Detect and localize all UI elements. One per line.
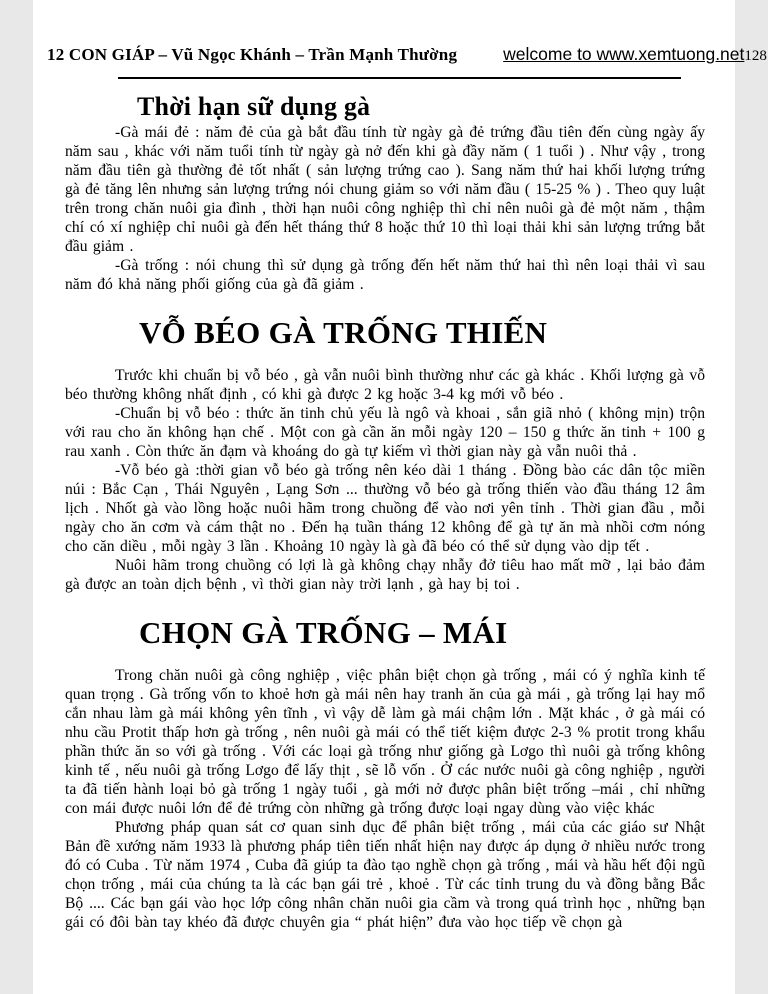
paragraph: Trong chăn nuôi gà công nghiệp , việc phân biệt chọn gà trống , mái có ý nghĩa kinh tế quan trọng . Gà trống vốn to khoẻ hơn gà mái nên hay tranh ăn của gà mái , gà trống lại hay mổ cắn nhau làm gà mái không yên tĩnh , vì vậy dễ làm gà mái chậm lớn . Mặt khác , ở gà mái có nhu cầu Protit thấp hơn gà trống , nên nuôi gà mái có thể tiết kiệm được 2-3 % protit trong khẩu phần thức ăn so với gà trống . Với các loại gà trống như giống gà Lơgo thì nuôi gà trống không kinh tế , nếu nuôi gà trống Lơgo để lấy thịt , sẽ lỗ vốn . Ở các nước nuôi gà công nghiệp , người ta đã tiến hành loại bỏ gà trống 1 ngày tuổi , gà mới nở được phân biệt trống –mái , chỉ những con mái được nuôi lớn để đẻ trứng còn những gà trống được loại ngay dùng vào việc khác bbox=[65, 667, 705, 817]
paragraph: Phương pháp quan sát cơ quan sinh dục để phân biệt trống , mái của các giáo sư Nhật Bản đề xướng năm 1933 là phương pháp tiên tiến nhất hiện nay được áp dụng ở nhiều nước trong đó có Cuba . Từ năm 1974 , Cuba đã giúp ta đào tạo nghề chọn gà trống , mái và hầu hết đội ngũ chọn trống , mái của chúng ta là các bạn gái trẻ , khoẻ . Từ các tỉnh trung du và đồng bằng Bắc Bộ .... Các bạn gái vào học lớp công nhân chăn nuôi gia cầm và trong quá trình học , những bạn gái có đôi bàn tay khéo đã được chuyên gia “ phát hiện” đưa vào học tiếp về chọn gà bbox=[65, 819, 705, 931]
book-title: 12 CON GIÁP – Vũ Ngọc Khánh – Trần Mạnh Thường bbox=[47, 45, 458, 64]
section-chon-ga-trong-mai bbox=[65, 615, 705, 932]
section-heading: VỖ BÉO GÀ TRỐNG THIẾN bbox=[139, 315, 548, 350]
paragraph: Trước khi chuẩn bị vỗ béo , gà vẫn nuôi bình thường như các gà khác . Khối lượng gà vỗ béo thường không nhất định , có khi gà được 2 kg hoặc 3-4 kg mới vỗ béo . bbox=[65, 367, 705, 403]
document-page bbox=[33, 0, 767, 994]
paragraph: -Vỗ béo gà :thời gian vỗ béo gà trống nên kéo dài 1 tháng . Đồng bào các dân tộc miền núi : Bắc Cạn , Thái Nguyên , Lạng Sơn ... thường vỗ béo gà trống thiến vào đầu tháng 12 âm lịch . Nhốt gà vào lồng hoặc nuôi hãm trong chuồng để vào nơi yên tỉnh . Thời gian đầu , mỗi ngày cho ăn cơm và cám thật no . Đến hạ tuần tháng 12 không để gà tự ăn mà nhồi cơm nóng cho căn diều , mỗi ngày 3 lần . Khoảng 10 ngày là gà đã béo có thể sử dụng vào dịp tết . bbox=[65, 462, 705, 555]
page-content bbox=[33, 79, 735, 932]
page-number: 128 bbox=[744, 48, 767, 64]
page-header bbox=[33, 0, 767, 65]
section-heading: Thời hạn sữ dụng gà bbox=[137, 92, 371, 121]
section-heading: CHỌN GÀ TRỐNG – MÁI bbox=[139, 615, 508, 650]
paragraph: Nuôi hãm trong chuồng có lợi là gà không chạy nhẫy đở tiêu hao mất mỡ , lại bảo đảm gà được an toàn dịch bệnh , vì thời gian này trời lạnh , gà hay bị toi . bbox=[65, 557, 705, 593]
section-vo-beo-ga-trong-thien bbox=[65, 315, 705, 594]
paragraph: -Gà trống : nói chung thì sử dụng gà trống đến hết năm thứ hai thì nên loại thải vì sau năm đó khả năng phối giống của gà đã giảm . bbox=[65, 257, 705, 293]
paragraph: -Chuẩn bị vỗ béo : thức ăn tinh chủ yếu là ngô và khoai , sắn giã nhỏ ( không mịn) trộn với rau cho ăn không hạn chế . Một con gà cần ăn mỗi ngày 120 – 150 g thức ăn tinh + 100 g rau xanh . Còn thức ăn đạm và khoáng do gà tự kiếm vì thời gian này gà vẫn nuôi thả . bbox=[65, 405, 705, 460]
site-link[interactable]: welcome to www.xemtuong.net bbox=[503, 44, 745, 64]
paragraph: -Gà mái đẻ : năm đẻ của gà bắt đầu tính từ ngày gà đẻ trứng đầu tiên đến cùng ngày ấy năm sau , khác với năm tuổi tính từ ngày gà nở đến khi gà đầy năm ( 1 tuổi ) . Như vậy , trong năm đầu tiên gà thường đẻ tốt nhất ( sản lượng trứng cao ). Sang năm thứ hai khối lượng trứng gà đẻ tăng lên nhưng sản lượng trứng nói chung giảm so với năm đầu ( 15-25 % ) . Theo quy luật trên trong chăn nuôi gia đình , thời hạn nuôi công nghiệp thì chỉ nên nuôi gà đẻ một năm , thậm chí có xí nghiệp chỉ nuôi gà đến hết tháng thứ 8 hoặc thứ 10 thì loại thải khi sản lượng trứng bắt đầu giảm . bbox=[65, 124, 705, 255]
section-thoi-han-su-dung-ga bbox=[65, 92, 705, 294]
